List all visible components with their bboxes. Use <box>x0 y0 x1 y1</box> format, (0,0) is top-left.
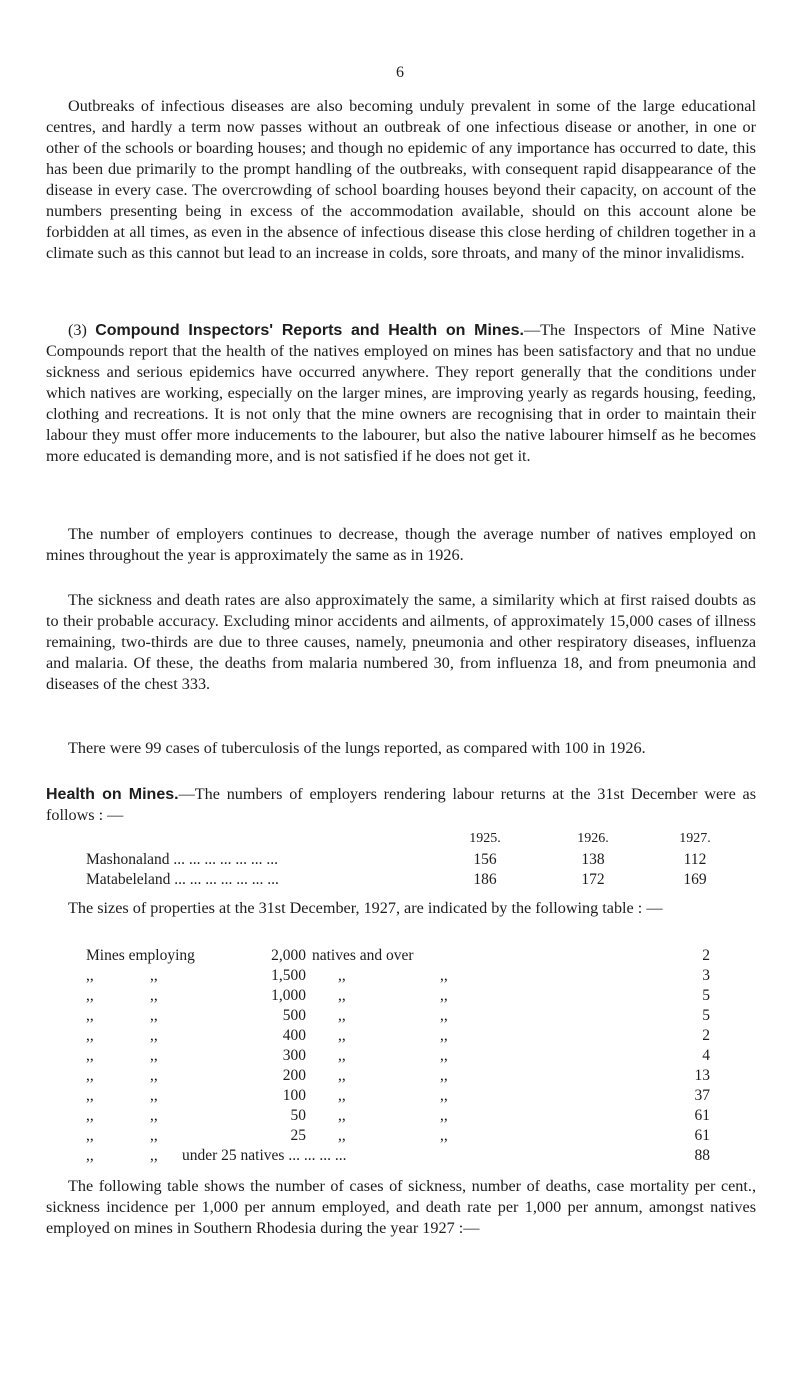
paragraph-sizes-intro: The sizes of properties at the 31st December, 1927, are indicated by the following table : — <box>68 899 663 917</box>
ditto-mark: ,, <box>150 987 158 1004</box>
table-cell: 172 <box>581 871 605 888</box>
table-cell: 156 <box>473 851 497 868</box>
region-name: Matabeleland <box>86 871 171 888</box>
size-count: 2 <box>702 947 710 964</box>
size-count: 5 <box>702 1007 710 1024</box>
size-value: 400 <box>282 1027 306 1044</box>
section-number: (3) <box>68 321 87 339</box>
ditto-mark: ,, <box>440 987 448 1004</box>
size-suffix: natives and over <box>312 947 414 964</box>
ditto-mark: ,, <box>338 1087 346 1104</box>
size-under-label: under 25 natives ... ... ... ... <box>182 1147 347 1164</box>
ditto-mark: ,, <box>440 1107 448 1124</box>
section-heading: Compound Inspectors' Reports and Health on Mines. <box>95 322 524 339</box>
table-cell: 112 <box>683 851 707 868</box>
size-value: 2,000 <box>271 947 306 964</box>
ditto-mark: ,, <box>338 987 346 1004</box>
ditto-mark: ,, <box>440 1127 448 1144</box>
ditto-mark: ,, <box>440 1047 448 1064</box>
size-count: 13 <box>694 1067 710 1084</box>
ditto-mark: ,, <box>86 1087 94 1104</box>
ditto-mark: ,, <box>440 1087 448 1104</box>
size-value: 1,000 <box>271 987 306 1004</box>
size-prefix: Mines employing <box>86 947 195 964</box>
ditto-mark: ,, <box>338 1007 346 1024</box>
year-header: 1927. <box>679 831 711 846</box>
ditto-mark: ,, <box>150 1107 158 1124</box>
size-value: 50 <box>290 1107 306 1124</box>
ditto-mark: ,, <box>150 1007 158 1024</box>
ditto-mark: ,, <box>150 1067 158 1084</box>
size-count: 88 <box>694 1147 710 1164</box>
ditto-mark: ,, <box>150 967 158 984</box>
ditto-mark: ,, <box>86 1147 94 1164</box>
size-count: 61 <box>694 1107 710 1124</box>
ditto-mark: ,, <box>338 1127 346 1144</box>
ditto-mark: ,, <box>338 1027 346 1044</box>
table-cell: 138 <box>581 851 605 868</box>
ditto-mark: ,, <box>86 987 94 1004</box>
ditto-mark: ,, <box>440 1027 448 1044</box>
page-number: 6 <box>396 64 404 81</box>
ditto-mark: ,, <box>338 967 346 984</box>
paragraph-health-on-mines <box>46 784 756 826</box>
size-count: 37 <box>694 1087 710 1104</box>
ditto-mark: ,, <box>150 1127 158 1144</box>
size-value: 500 <box>282 1007 306 1024</box>
year-header: 1925. <box>469 831 501 846</box>
leader-dots: ... ... ... ... ... ... ... <box>170 871 279 888</box>
size-value: 300 <box>282 1047 306 1064</box>
ditto-mark: ,, <box>86 1067 94 1084</box>
size-count: 3 <box>702 967 710 984</box>
paragraph-closing: The following table shows the number of cases of sickness, number of deaths, case mortality per cent., sickness incidence per 1,000 per annum employed, and death rate per 1,000 per annum, amongst natives employed on mines in Southern Rhodesia during the year 1927 :— <box>46 1177 756 1237</box>
ditto-mark: ,, <box>440 967 448 984</box>
size-count: 5 <box>702 987 710 1004</box>
table-row <box>86 871 279 889</box>
ditto-mark: ,, <box>86 1027 94 1044</box>
size-value: 1,500 <box>271 967 306 984</box>
ditto-mark: ,, <box>440 1067 448 1084</box>
paragraph-sickness: The sickness and death rates are also approximately the same, a similarity which at first raised doubts as to their probable accuracy. Excluding minor accidents and ailments, of approximately 15,000 cases of illness remaining, two-thirds are due to three causes, namely, pneumonia and other respiratory diseases, influenza and malaria. Of these, the deaths from malaria numbered 30, from influenza 18, and from pneumonia and diseases of the chest 333. <box>46 591 756 693</box>
size-count: 2 <box>702 1027 710 1044</box>
table-cell: 186 <box>473 871 497 888</box>
size-count: 4 <box>702 1047 710 1064</box>
size-count: 61 <box>694 1127 710 1144</box>
size-value: 100 <box>282 1087 306 1104</box>
ditto-mark: ,, <box>338 1047 346 1064</box>
size-value: 200 <box>282 1067 306 1084</box>
ditto-mark: ,, <box>150 1087 158 1104</box>
ditto-mark: ,, <box>86 1007 94 1024</box>
ditto-mark: ,, <box>86 967 94 984</box>
health-text: —The numbers of employers rendering labour returns at the 31st December were as follows : — <box>46 785 757 824</box>
ditto-mark: ,, <box>338 1107 346 1124</box>
ditto-mark: ,, <box>150 1047 158 1064</box>
year-header: 1926. <box>577 831 609 846</box>
paragraph-employers: The number of employers continues to decrease, though the average number of natives employed on mines throughout the year is approximately the same as in 1926. <box>46 525 756 564</box>
paragraph-tuberculosis: There were 99 cases of tuberculosis of the lungs reported, as compared with 100 in 1926. <box>68 739 646 757</box>
table-row <box>86 851 278 869</box>
health-heading: Health on Mines. <box>46 786 179 803</box>
ditto-mark: ,, <box>150 1147 158 1164</box>
ditto-mark: ,, <box>440 1007 448 1024</box>
leader-dots: ... ... ... ... ... ... ... <box>169 851 279 868</box>
table-cell: 169 <box>683 871 707 888</box>
size-value: 25 <box>290 1127 306 1144</box>
region-name: Mashonaland <box>86 851 170 868</box>
paragraph-compound-inspectors <box>46 320 756 467</box>
ditto-mark: ,, <box>86 1127 94 1144</box>
paragraph-outbreaks: Outbreaks of infectious diseases are also becoming unduly prevalent in some of the large educational centres, and hardly a term now passes without an outbreak of one infectious disease or another, in one or other of the schools or boarding houses; and though no epidemic of any importance has occurred to date, this has been due primarily to the prompt handling of the outbreaks, with consequent rapid disappearance of the disease in every case. The overcrowding of school boarding houses beyond their capacity, on account of the numbers presenting being in excess of the accommodation available, should on this account alone be forbidden at all times, as even in the absence of infectious disease this close herding of children together in a climate such as this cannot but lead to an increase in colds, sore throats, and many of the minor invalidisms. <box>46 97 756 262</box>
ditto-mark: ,, <box>86 1107 94 1124</box>
ditto-mark: ,, <box>86 1047 94 1064</box>
section-text: —The Inspectors of Mine Native Compounds report that the health of the natives employed on mines has been satisfactory and that no undue sickness and serious epidemics have occurred anywhere. They report generally that the conditions under which natives are working, especially on the larger mines, are improving yearly as regards housing, feeding, clothing and recreations. It is not only that the mine owners are recognising that in order to maintain their labour they must offer more inducements to the labourer, but also the native labourer himself as he becomes more educated is demanding more, and is not satisfied if he does not get it. <box>46 321 756 465</box>
ditto-mark: ,, <box>150 1027 158 1044</box>
ditto-mark: ,, <box>338 1067 346 1084</box>
